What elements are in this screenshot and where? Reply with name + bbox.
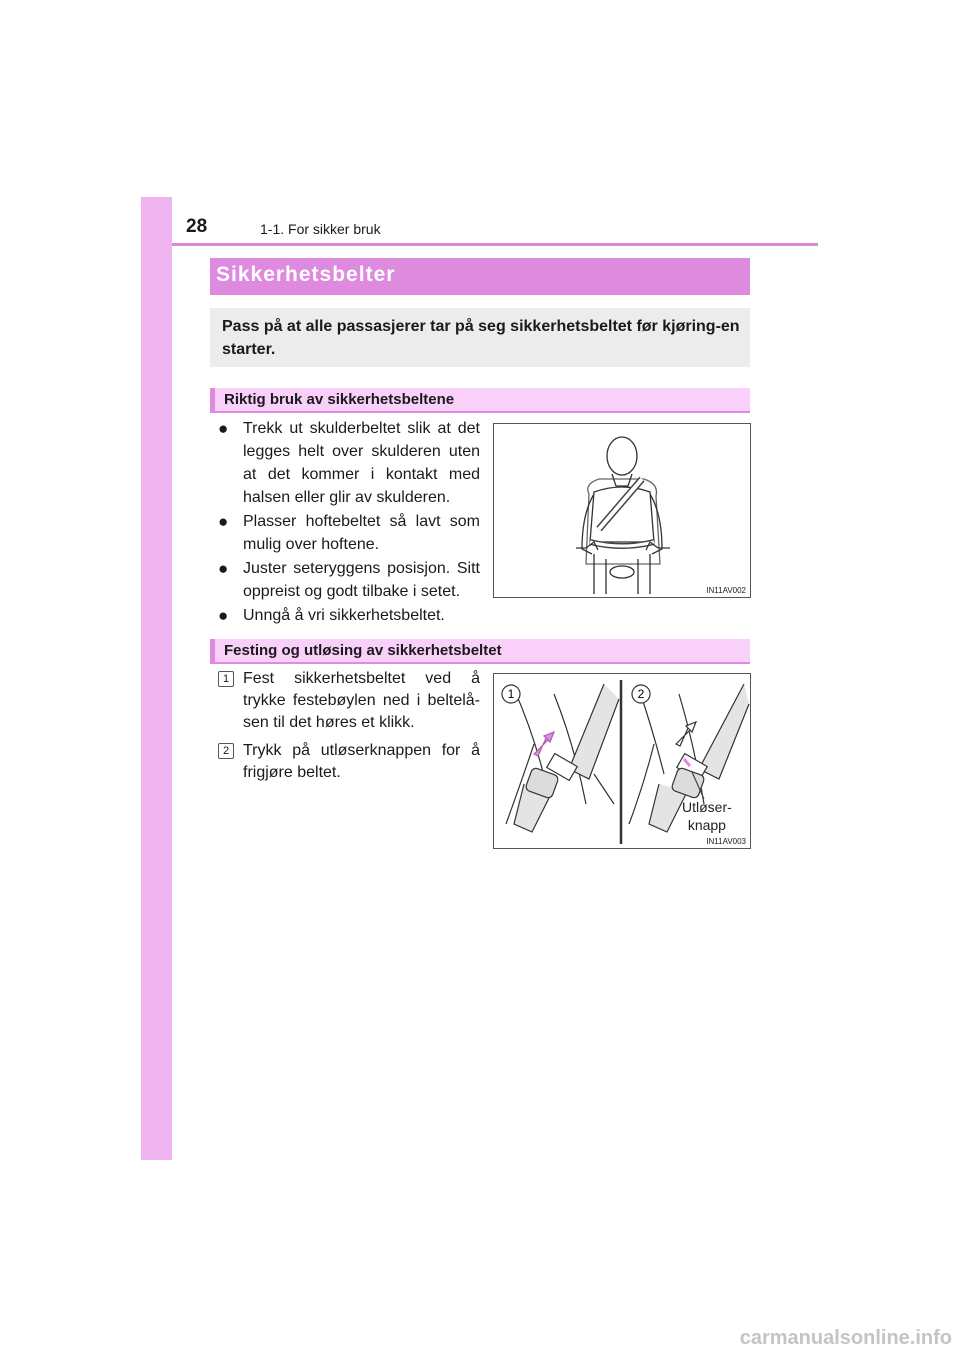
header-rule <box>172 243 818 246</box>
bullet-text: Unngå å vri sikkerhetsbeltet. <box>243 607 445 624</box>
step-text: Fest sikkerhetsbeltet ved å trykke festebøylen ned i beltelå-sen til det høres et klikk. <box>243 670 480 731</box>
usage-bullet-list <box>218 417 480 628</box>
page-number: 28 <box>186 216 208 237</box>
step-text: Trykk på utløserknappen for å frigjøre beltet. <box>243 742 480 781</box>
intro-box <box>210 308 750 367</box>
list-item <box>218 740 480 784</box>
seated-person-illustration <box>494 424 750 597</box>
step-number: 1 <box>218 671 234 687</box>
list-item <box>218 417 480 509</box>
bullet-text: Trekk ut skulderbeltet slik at det legges helt over skulderen uten at det kommer i kontakt med halsen eller glir av skulderen. <box>243 420 480 506</box>
panel-label: 2 <box>637 687 645 701</box>
section-heading-usage-label: Riktig bruk av sikkerhetsbeltene <box>224 391 455 408</box>
seated-person-figure <box>493 423 751 598</box>
page-title: Sikkerhetsbelter <box>216 263 396 286</box>
title-bar <box>210 258 750 295</box>
bullet-icon: ● <box>218 419 229 438</box>
figure-code: IN11AV002 <box>706 586 746 595</box>
side-strip <box>141 197 172 1160</box>
step-number: 2 <box>218 743 234 759</box>
list-item <box>218 557 480 603</box>
panel-label: 1 <box>507 687 515 701</box>
bullet-icon: ● <box>218 512 229 531</box>
bullet-text: Plasser hoftebeltet så lavt som mulig over hoftene. <box>243 513 480 553</box>
list-item <box>218 604 480 627</box>
buckle-figure <box>493 673 751 849</box>
fastening-step-list <box>218 668 480 790</box>
bullet-icon: ● <box>218 559 229 578</box>
intro-text: Pass på at alle passasjerer tar på seg sikkerhetsbeltet før kjøring-en starter. <box>222 318 740 358</box>
list-item <box>218 510 480 556</box>
list-item <box>218 668 480 734</box>
bullet-text: Juster seteryggens posisjon. Sitt oppreist og godt tilbake i setet. <box>243 560 480 600</box>
section-heading-fastening-label: Festing og utløsing av sikkerhetsbeltet <box>224 642 502 659</box>
section-reference: 1-1. For sikker bruk <box>260 221 381 237</box>
watermark: carmanualsonline.info <box>739 1327 952 1349</box>
figure-code: IN11AV003 <box>706 837 746 846</box>
section-heading-usage <box>210 388 750 413</box>
release-button-callout: Utløser- knapp <box>682 799 732 833</box>
bullet-icon: ● <box>218 606 229 625</box>
section-heading-fastening <box>210 639 750 664</box>
